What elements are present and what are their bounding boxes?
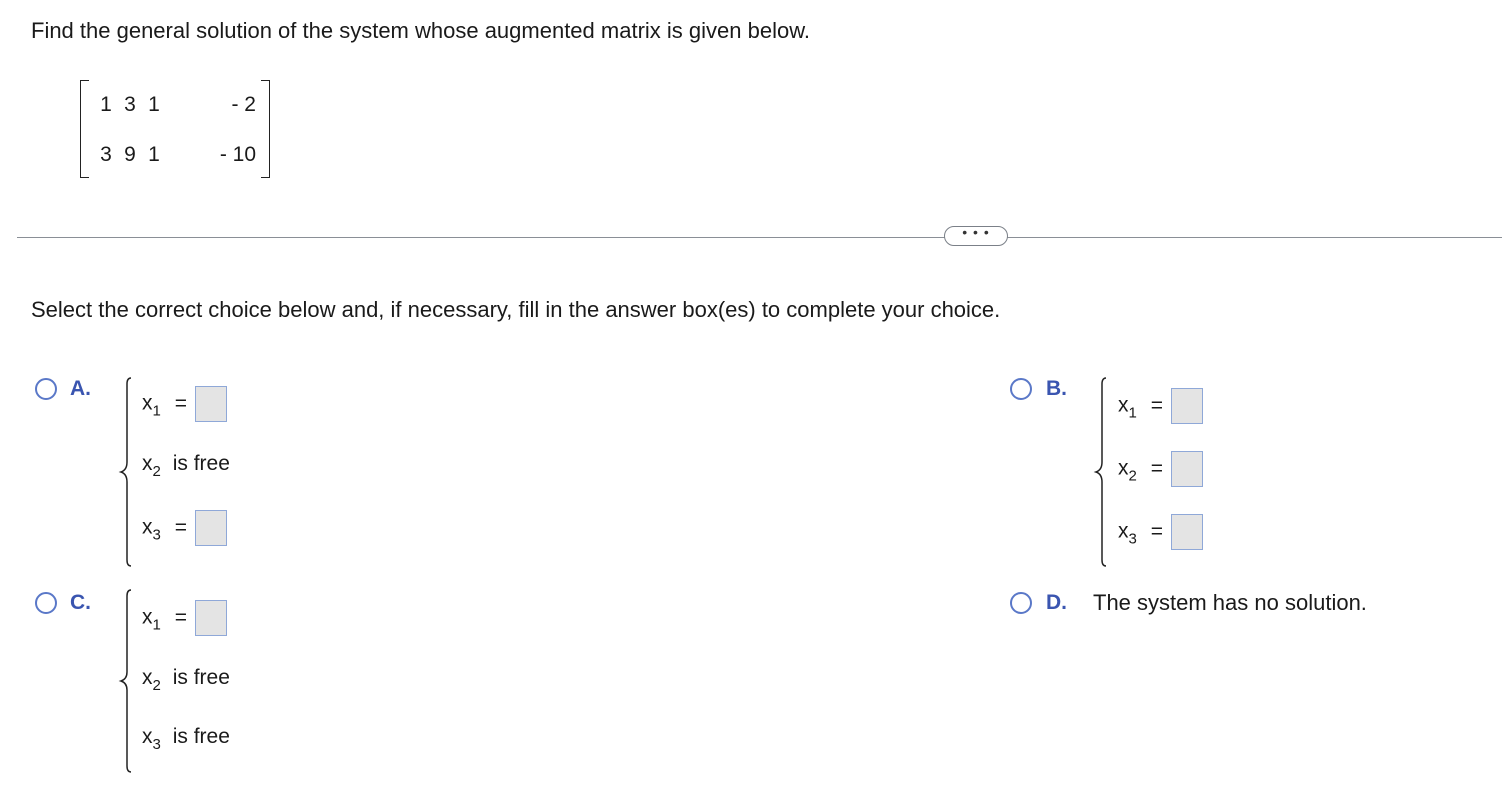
choice-c-brace xyxy=(117,588,133,774)
choice-b-x2-row: $x_2$ = xyxy=(1118,451,1203,487)
matrix-cell-r2c2: 9 xyxy=(124,143,136,166)
choice-a-x2-row: $x_2$ is free xyxy=(142,452,230,480)
show-more-button[interactable]: • • • xyxy=(944,226,1008,246)
choice-a-x3-input[interactable] xyxy=(195,510,227,546)
matrix-cell-r1c4: - 2 xyxy=(231,93,256,116)
choice-d-text: The system has no solution. xyxy=(1093,590,1367,615)
choice-a-label: A. xyxy=(70,377,91,400)
choice-c-x2-row: $x_2$ is free xyxy=(142,666,230,694)
choice-a-x1-row: $x_1$ = xyxy=(142,386,227,422)
matrix-cell-r2c4: - 10 xyxy=(219,143,256,166)
choice-a-x3-row: $x_3$ = xyxy=(142,510,227,546)
matrix-cell-r1c3: 1 xyxy=(148,93,160,116)
choice-a-brace xyxy=(117,376,133,568)
choice-a-radio[interactable] xyxy=(35,378,57,400)
section-divider xyxy=(17,237,1502,238)
choice-b-x2-input[interactable] xyxy=(1171,451,1203,487)
matrix-cell-r1c1: 1 xyxy=(100,93,112,116)
matrix-cell-r2c1: 3 xyxy=(100,143,112,166)
choice-c-radio[interactable] xyxy=(35,592,57,614)
choice-b-x1-input[interactable] xyxy=(1171,388,1203,424)
choice-b-label: B. xyxy=(1046,377,1067,400)
augmented-matrix xyxy=(80,80,270,178)
matrix-right-bracket xyxy=(261,80,270,178)
choice-b-x1-row: $x_1$ = xyxy=(1118,388,1203,424)
choice-c-x3-row: $x_3$ is free xyxy=(142,725,230,753)
choice-b-brace xyxy=(1092,376,1108,568)
choice-b-x3-input[interactable] xyxy=(1171,514,1203,550)
choice-c-x1-input[interactable] xyxy=(195,600,227,636)
choice-b-x3-row: $x_3$ = xyxy=(1118,514,1203,550)
choice-c-label: C. xyxy=(70,591,91,614)
matrix-cell-r2c3: 1 xyxy=(148,143,160,166)
choice-d-label: D. xyxy=(1046,591,1067,614)
matrix-cell-r1c2: 3 xyxy=(124,93,136,116)
choice-a-x1-input[interactable] xyxy=(195,386,227,422)
matrix-left-bracket xyxy=(80,80,89,178)
choice-b-radio[interactable] xyxy=(1010,378,1032,400)
choice-c-x1-row: $x_1$ = xyxy=(142,600,227,636)
instruction-text: Select the correct choice below and, if necessary, fill in the answer box(es) to complete your choice. xyxy=(31,297,1001,322)
question-prompt: Find the general solution of the system whose augmented matrix is given below. xyxy=(31,18,810,43)
choice-d-radio[interactable] xyxy=(1010,592,1032,614)
